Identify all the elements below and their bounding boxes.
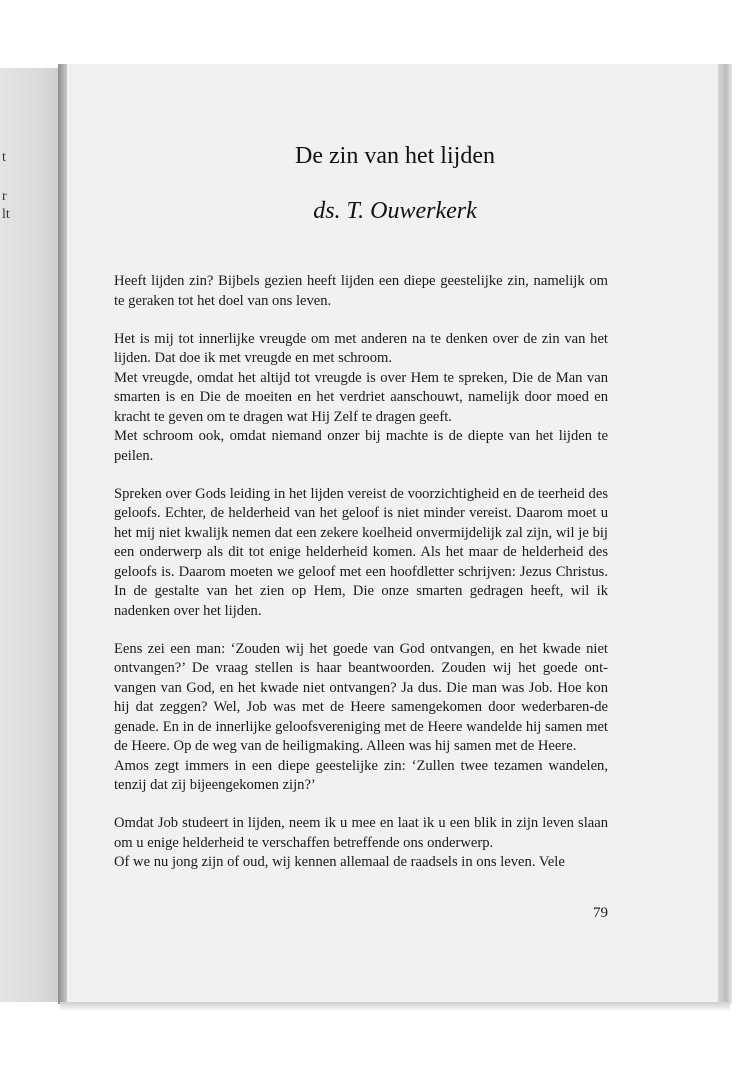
paragraph-line: Het is mij tot innerlijke vreugde om met anderen na te denken over de zin van het lijden. Dat doe ik met vreugde en met schroom. — [114, 330, 608, 366]
paragraph — [114, 272, 608, 311]
previous-page-fragment: t — [2, 150, 6, 165]
paragraph-line: Eens zei een man: ‘Zouden wij het goede van God ontvangen, en het kwade niet ontvangen?’ De vraag stellen is haar beantwoorden. Zouden wij het goede ont-vangen van God, en het kwade niet ontvangen? Ja dus. Die man was Job. Hoe kon hij dat zeggen? Wel, Job was met de Heere samengekomen door wederbaren-de genade. En in de innerlijke geloofsvereniging met de Heere wandelde hij samen met de Heere. Op de weg van de heiligmaking. Alleen was hij samen met de Heere. — [114, 640, 608, 754]
page-title: De zin van het lijden — [295, 143, 495, 169]
paragraph-line: Met schroom ook, omdat niemand onzer bij machte is de diepte van het lijden te peilen. — [114, 428, 608, 464]
paragraph-line: Heeft lijden zin? Bijbels gezien heeft lijden een diepe geestelijke zin, namelijk om te geraken tot het doel van ons leven. — [114, 273, 608, 309]
paragraph — [114, 640, 608, 796]
previous-page-fragment: lt — [2, 207, 10, 222]
page-bottom-shadow — [60, 1002, 730, 1010]
book-gutter — [58, 64, 67, 1004]
previous-page-edge — [0, 68, 58, 1002]
paragraph-line: Omdat Job studeert in lijden, neem ik u mee en laat ik u een blik in zijn leven slaan om u enige helderheid te verschaffen betreffende ons onderwerp. — [114, 815, 608, 851]
previous-page-fragment: r — [2, 189, 7, 204]
paragraph-line: Spreken over Gods leiding in het lijden vereist de voorzichtigheid en de teerheid des geloofs. Echter, de helderheid van het geloof is niet minder vereist. Daarom moet u het mij niet kwalijk nemen dat een zekere koelheid onvermijdelijk zal zijn, wil je bij een onderwerp als dit tot enige helderheid komen. Als het maar de helderheid des geloofs is. Daarom moeten we geloof met een hoofdletter schrijven: Jezus Christus. In de gestalte van het zien op Hem, Die onze smarten gedragen heeft, wil ik nadenken over het lijden. — [114, 485, 608, 619]
paragraph — [114, 814, 608, 873]
paragraph-line: Met vreugde, omdat het altijd tot vreugde is over Hem te spreken, Die de Man van smarten is en Die de moeiten en het verdriet aanschouwt, namelijk door moed en kracht te geven om te dragen wat Hij Zelf te dragen geeft. — [114, 369, 608, 425]
author-byline: ds. T. Ouwerkerk — [313, 198, 477, 224]
paragraph — [114, 485, 608, 622]
paragraph-line: Amos zegt immers in een diepe geestelijke zin: ‘Zullen twee tezamen wandelen, tenzij dat zij bijeengekomen zijn?’ — [114, 757, 608, 793]
paragraph — [114, 330, 608, 467]
paragraph-line: Of we nu jong zijn of oud, wij kennen allemaal de raadsels in ons leven. Vele — [114, 854, 565, 870]
article-body — [114, 272, 608, 891]
page-number: 79 — [593, 905, 608, 921]
